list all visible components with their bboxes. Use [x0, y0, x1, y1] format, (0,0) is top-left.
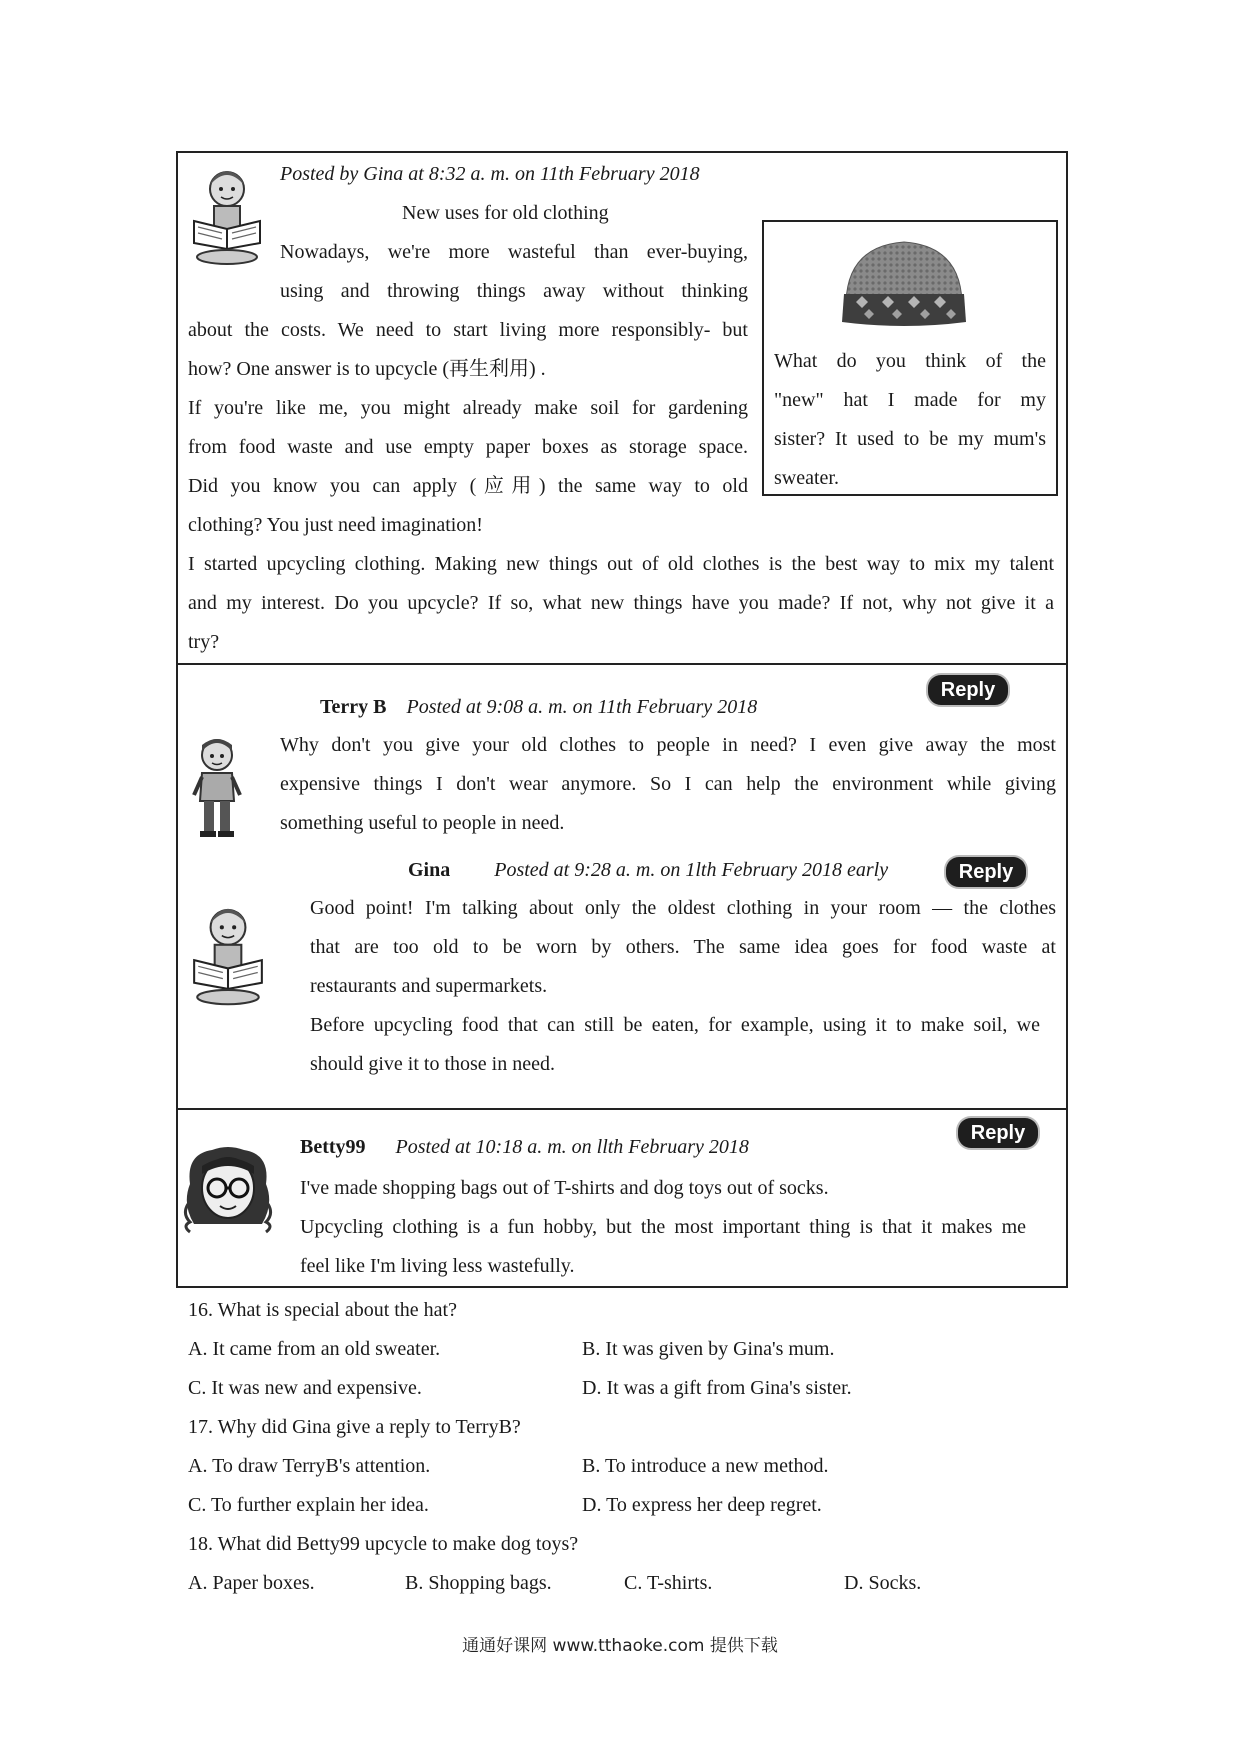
comment-meta: Posted at 9:28 a. m. on 1lth February 2018 early: [494, 859, 889, 881]
option-a: A. It came from an old sweater.: [188, 1338, 441, 1360]
question-stem: 18. What did Betty99 upcycle to make dog toys?: [188, 1533, 579, 1555]
option-c: C. To further explain her idea.: [188, 1494, 429, 1516]
option-b: B. Shopping bags.: [405, 1572, 552, 1594]
post-line: Did you know you can apply (应用) the same way to old: [188, 475, 748, 497]
post-line: If you're like me, you might already make soil for gardening: [188, 397, 748, 419]
commenter-name: Gina: [408, 859, 451, 881]
comment-line: I've made shopping bags out of T-shirts and dog toys out of socks.: [300, 1177, 829, 1199]
question-stem: 17. Why did Gina give a reply to TerryB?: [188, 1416, 521, 1438]
post-line: and my interest. Do you upcycle? If so, what new things have you made? If not, why not give it a: [188, 592, 1054, 614]
reading-girl-avatar-icon: [188, 163, 266, 265]
comment-line: that are too old to be worn by others. The same idea goes for food waste at: [310, 936, 1056, 958]
commenter-name: Terry B: [320, 696, 387, 718]
comment-line: expensive things I don't wear anymore. So I can help the environment while giving: [280, 773, 1056, 795]
reply-button[interactable]: Reply: [928, 675, 1008, 705]
comment-line: Why don't you give your old clothes to people in need? I even give away the most: [280, 734, 1056, 756]
option-a: A. To draw TerryB's attention.: [188, 1455, 431, 1477]
caption-line: sweater.: [774, 467, 839, 489]
option-a: A. Paper boxes.: [188, 1572, 315, 1594]
post-line: clothing? You just need imagination!: [188, 514, 483, 536]
caption-line: "new" hat I made for my: [774, 389, 1046, 411]
option-d: D. To express her deep regret.: [582, 1494, 822, 1516]
caption-line: sister? It used to be my mum's: [774, 428, 1046, 450]
option-c: C. It was new and expensive.: [188, 1377, 422, 1399]
post-line: I started upcycling clothing. Making new things out of old clothes is the best way to mix my talent: [188, 553, 1054, 575]
boy-avatar-icon: [192, 735, 242, 839]
comment-line: feel like I'm living less wastefully.: [300, 1255, 575, 1277]
option-b: B. To introduce a new method.: [582, 1455, 829, 1477]
comment-header: [320, 688, 757, 727]
comment-header: [408, 851, 888, 890]
option-d: D. It was a gift from Gina's sister.: [582, 1377, 852, 1399]
comment-line: restaurants and supermarkets.: [310, 975, 548, 997]
reading-girl-avatar-icon: [188, 899, 268, 1007]
hat-figure-box: [762, 220, 1058, 496]
post-line: how? One answer is to upcycle (再生利用) .: [188, 358, 546, 380]
post-line: about the costs. We need to start living more responsibly- but: [188, 319, 748, 341]
comments-terry-gina: [178, 663, 1066, 1110]
page-footer: 通通好课网 www.tthaoke.com 提供下载: [462, 1636, 778, 1656]
comment-line: Before upcycling food that can still be eaten, for example, using it to make soil, we: [310, 1014, 1040, 1036]
comment-line: Good point! I'm talking about only the oldest clothing in your room — the clothes: [310, 897, 1056, 919]
glasses-girl-avatar-icon: [182, 1144, 274, 1234]
post-line: try?: [188, 631, 220, 653]
comment-meta: Posted at 10:18 a. m. on llth February 2018: [395, 1136, 749, 1158]
hat-caption: [774, 342, 1046, 498]
knitted-hat-image: [834, 232, 974, 332]
question-stem: 16. What is special about the hat?: [188, 1299, 457, 1321]
comment-line: something useful to people in need.: [280, 812, 565, 834]
comment-line: should give it to those in need.: [310, 1053, 555, 1075]
caption-line: What do you think of the: [774, 350, 1046, 372]
original-post: [178, 153, 1066, 665]
post-line: Nowadays, we're more wasteful than ever-buying,: [280, 241, 748, 263]
option-b: B. It was given by Gina's mum.: [582, 1338, 835, 1360]
post-line: from food waste and use empty paper boxes as storage space.: [188, 436, 748, 458]
option-d: D. Socks.: [844, 1572, 922, 1594]
commenter-name: Betty99: [300, 1136, 366, 1158]
reply-button[interactable]: Reply: [946, 857, 1026, 887]
post-meta: Posted by Gina at 8:32 a. m. on 11th February 2018: [280, 163, 700, 185]
comment-meta: Posted at 9:08 a. m. on 11th February 2018: [406, 696, 758, 718]
comment-line: Upcycling clothing is a fun hobby, but the most important thing is that it makes me: [300, 1216, 1026, 1238]
post-line: using and throwing things away without thinking: [280, 280, 748, 302]
post-title: New uses for old clothing: [402, 202, 609, 224]
reply-button[interactable]: Reply: [958, 1118, 1038, 1148]
comment-header: [300, 1128, 749, 1167]
comment-betty: [178, 1108, 1066, 1288]
option-c: C. T-shirts.: [624, 1572, 713, 1594]
forum-thread: [176, 151, 1068, 1288]
